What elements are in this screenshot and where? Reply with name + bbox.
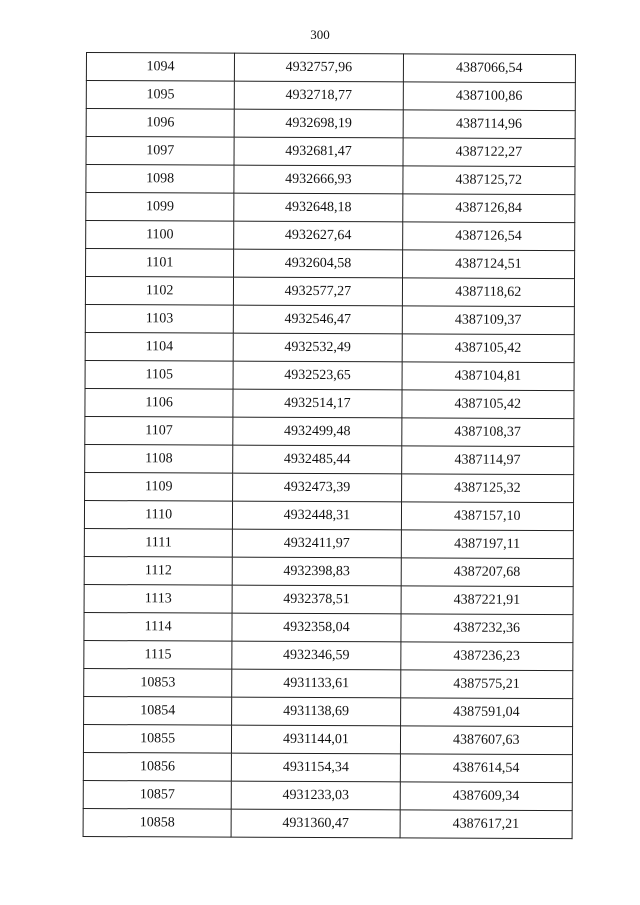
table-row (84, 668, 573, 698)
x-coordinate-cell: 4932398,83 (232, 557, 400, 586)
y-coordinate-cell: 4387197,11 (401, 530, 573, 559)
y-coordinate-cell: 4387125,32 (401, 474, 573, 503)
point-number-cell: 1107 (85, 416, 233, 445)
table-row (84, 696, 573, 726)
point-number-cell: 1095 (86, 81, 234, 110)
coordinates-table (83, 52, 576, 839)
x-coordinate-cell: 4932546,47 (234, 305, 402, 334)
x-coordinate-cell: 4932718,77 (235, 81, 403, 110)
point-number-cell: 1102 (85, 277, 233, 306)
y-coordinate-cell: 4387114,97 (401, 446, 573, 475)
point-number-cell: 1105 (85, 360, 233, 389)
table-row (84, 584, 573, 614)
y-coordinate-cell: 4387617,21 (400, 810, 572, 839)
point-number-cell: 1101 (86, 249, 234, 278)
y-coordinate-cell: 4387104,81 (402, 362, 574, 391)
page-number: 300 (310, 27, 330, 42)
table-row (84, 528, 573, 558)
y-coordinate-cell: 4387118,62 (402, 278, 574, 307)
x-coordinate-cell: 4932532,49 (233, 333, 401, 362)
y-coordinate-cell: 4387105,42 (402, 334, 574, 363)
x-coordinate-cell: 4932346,59 (232, 641, 400, 670)
y-coordinate-cell: 4387126,84 (402, 194, 574, 223)
point-number-cell: 1097 (86, 137, 234, 166)
table-row (85, 444, 574, 474)
x-coordinate-cell: 4932627,64 (234, 221, 402, 250)
y-coordinate-cell: 4387126,54 (402, 222, 574, 251)
table-row (86, 221, 575, 251)
point-number-cell: 10857 (83, 780, 231, 809)
x-coordinate-cell: 4932648,18 (234, 193, 402, 222)
y-coordinate-cell: 4387114,96 (403, 110, 575, 139)
table-row (83, 724, 572, 754)
point-number-cell: 1113 (84, 584, 232, 613)
point-number-cell: 1103 (85, 304, 233, 333)
table-row (84, 612, 573, 642)
point-number-cell: 1111 (84, 528, 232, 557)
x-coordinate-cell: 4932604,58 (234, 249, 402, 278)
point-number-cell: 10858 (83, 808, 231, 837)
point-number-cell: 1115 (84, 640, 232, 669)
y-coordinate-cell: 4387100,86 (403, 82, 575, 111)
x-coordinate-cell: 4932411,97 (233, 529, 401, 558)
table-row (85, 416, 574, 446)
y-coordinate-cell: 4387109,37 (402, 306, 574, 335)
table-row (86, 249, 575, 279)
x-coordinate-cell: 4932698,19 (234, 109, 402, 138)
point-number-cell: 10856 (83, 752, 231, 781)
point-number-cell: 1112 (84, 556, 232, 585)
table-row (86, 81, 575, 111)
table-row (86, 193, 575, 223)
table-row (86, 53, 575, 83)
table-row (84, 500, 573, 530)
point-number-cell: 1099 (86, 193, 234, 222)
point-number-cell: 1104 (85, 332, 233, 361)
table-row (85, 472, 574, 502)
x-coordinate-cell: 4932514,17 (233, 389, 401, 418)
table-row (84, 556, 573, 586)
x-coordinate-cell: 4932577,27 (234, 277, 402, 306)
y-coordinate-cell: 4387125,72 (403, 166, 575, 195)
y-coordinate-cell: 4387232,36 (401, 614, 573, 643)
x-coordinate-cell: 4932448,31 (233, 501, 401, 530)
point-number-cell: 1094 (86, 53, 234, 82)
x-coordinate-cell: 4932473,39 (233, 473, 401, 502)
x-coordinate-cell: 4931144,01 (232, 725, 400, 754)
y-coordinate-cell: 4387575,21 (400, 670, 572, 699)
x-coordinate-cell: 4931154,34 (232, 753, 400, 782)
table-row (86, 137, 575, 167)
table-row (85, 332, 574, 362)
table-row (83, 752, 572, 782)
x-coordinate-cell: 4932485,44 (233, 445, 401, 474)
point-number-cell: 1109 (85, 472, 233, 501)
x-coordinate-cell: 4932757,96 (235, 53, 403, 82)
table-row (84, 640, 573, 670)
y-coordinate-cell: 4387207,68 (401, 558, 573, 587)
x-coordinate-cell: 4931133,61 (232, 669, 400, 698)
point-number-cell: 10855 (83, 724, 231, 753)
point-number-cell: 1108 (85, 444, 233, 473)
y-coordinate-cell: 4387105,42 (402, 390, 574, 419)
point-number-cell: 1106 (85, 388, 233, 417)
table-row (86, 109, 575, 139)
point-number-cell: 1110 (84, 500, 232, 529)
y-coordinate-cell: 4387157,10 (401, 502, 573, 531)
point-number-cell: 10853 (84, 668, 232, 697)
y-coordinate-cell: 4387236,23 (400, 642, 572, 671)
point-number-cell: 1114 (84, 612, 232, 641)
point-number-cell: 10854 (84, 696, 232, 725)
table-row (85, 388, 574, 418)
table-row (83, 780, 572, 810)
coordinates-table-body (83, 53, 575, 839)
table-row (83, 808, 572, 838)
table-row (85, 277, 574, 307)
y-coordinate-cell: 4387122,27 (403, 138, 575, 167)
x-coordinate-cell: 4931138,69 (232, 697, 400, 726)
y-coordinate-cell: 4387591,04 (400, 698, 572, 727)
y-coordinate-cell: 4387614,54 (400, 754, 572, 783)
x-coordinate-cell: 4932523,65 (233, 361, 401, 390)
point-number-cell: 1098 (86, 165, 234, 194)
x-coordinate-cell: 4932358,04 (232, 613, 400, 642)
x-coordinate-cell: 4932666,93 (234, 165, 402, 194)
y-coordinate-cell: 4387124,51 (402, 250, 574, 279)
table-row (86, 165, 575, 195)
table-row (85, 304, 574, 334)
table-row (85, 360, 574, 390)
y-coordinate-cell: 4387607,63 (400, 726, 572, 755)
x-coordinate-cell: 4931233,03 (231, 781, 399, 810)
y-coordinate-cell: 4387609,34 (400, 782, 572, 811)
x-coordinate-cell: 4932681,47 (234, 137, 402, 166)
y-coordinate-cell: 4387066,54 (403, 54, 575, 83)
x-coordinate-cell: 4932499,48 (233, 417, 401, 446)
x-coordinate-cell: 4932378,51 (232, 585, 400, 614)
point-number-cell: 1096 (86, 109, 234, 138)
x-coordinate-cell: 4931360,47 (231, 809, 399, 838)
y-coordinate-cell: 4387221,91 (401, 586, 573, 615)
y-coordinate-cell: 4387108,37 (401, 418, 573, 447)
point-number-cell: 1100 (86, 221, 234, 250)
